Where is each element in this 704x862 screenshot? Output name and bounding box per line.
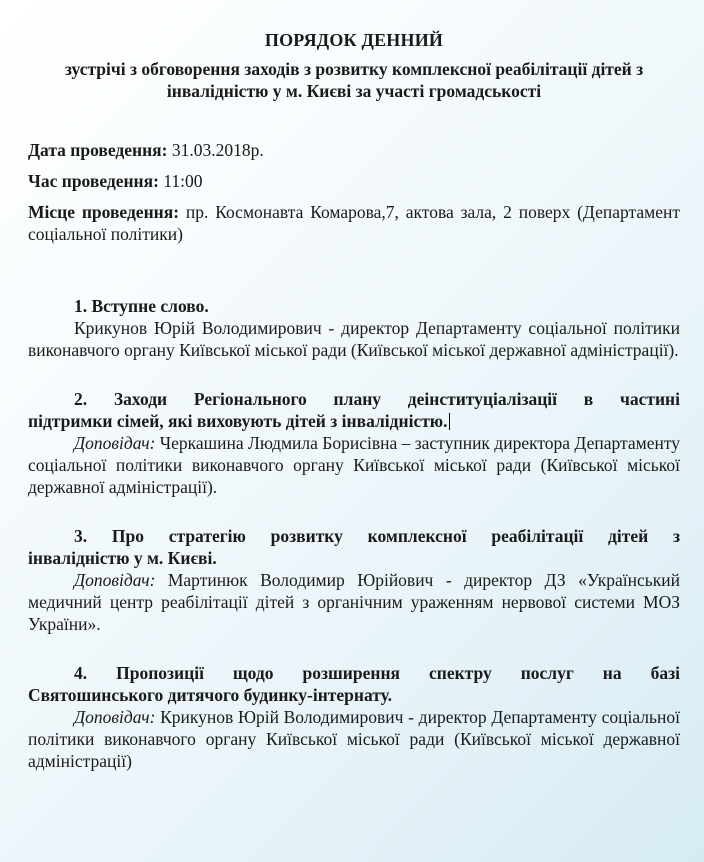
agenda-item-title-line1: 3. Про стратегію розвитку комплексної реабілітації дітей з xyxy=(74,526,680,546)
agenda-item-speaker-label: Доповідач: xyxy=(74,707,156,727)
agenda-item-title: 1. Вступне слово. xyxy=(74,296,209,316)
agenda-item-speaker-label: Доповідач: xyxy=(74,433,156,453)
agenda-item-2 xyxy=(28,388,680,498)
agenda-item-speaker-text: Черкашина Людмила Борисівна – заступник директора Департаменту соціальної політики виконавчого органу Київської міської ради (Київської міської державної адміністрації). xyxy=(28,433,680,497)
agenda-item-title-line2 xyxy=(28,410,680,432)
agenda-item-title-line2: інвалідністю у м. Києві. xyxy=(28,548,217,568)
agenda-item-speaker-text: Крикунов Юрій Володимирович - директор Департаменту соціальної політики виконавчого органу Київської міської ради (Київської міської державної адміністрації). xyxy=(28,318,680,360)
agenda-item-title-line2: Святошинського дитячого будинку-інтернату. xyxy=(28,685,392,705)
agenda-item-speaker-text: Мартинюк Володимир Юрійович - директор ДЗ «Український медичний центр реабілітації дітей з органічним ураженням нервової системи МОЗ України». xyxy=(28,570,680,634)
agenda-item-title xyxy=(28,662,680,706)
agenda-list xyxy=(28,295,680,772)
agenda-item-title-line1: 4. Пропозиції щодо розширення спектру послуг на базі xyxy=(74,663,680,683)
agenda-item-4 xyxy=(28,662,680,772)
agenda-item-speaker-label: Доповідач: xyxy=(74,570,156,590)
agenda-item-body xyxy=(28,317,680,361)
document-subtitle: зустрічі з обговорення заходів з розвитку комплексної реабілітації дітей з інвалідністю у м. Києві за участі громадськості xyxy=(64,59,644,101)
agenda-item-speaker-text: Крикунов Юрій Володимирович - директор Департаменту соціальної політики виконавчого органу Київської міської ради (Київської міської державної адміністрації) xyxy=(28,707,680,771)
text-cursor xyxy=(449,413,450,430)
meta-place-label: Місце проведення: xyxy=(28,202,180,222)
meta-time-value: 11:00 xyxy=(158,171,203,191)
meta-place-value: пр. Космонавта Комарова,7, актова зала, 2 поверх (Департамент соціальної політики) xyxy=(28,202,680,244)
agenda-item-title-line2-text: підтримки сімей, які виховують дітей з інвалідністю. xyxy=(28,411,448,431)
agenda-item-body xyxy=(28,706,680,772)
agenda-item-body xyxy=(28,569,680,635)
meta-time xyxy=(28,170,680,192)
agenda-item-3 xyxy=(28,525,680,635)
agenda-item-title xyxy=(28,388,680,432)
document-title: ПОРЯДОК ДЕННИЙ xyxy=(264,30,444,50)
agenda-item-1 xyxy=(28,295,680,361)
meta-time-label: Час проведення: xyxy=(28,171,159,191)
agenda-item-body xyxy=(28,432,680,498)
agenda-item-title xyxy=(28,525,680,569)
meta-date xyxy=(28,139,680,161)
meta-date-value: 31.03.2018р. xyxy=(167,140,264,160)
agenda-item-title-line1: 2. Заходи Регіонального плану деінституціалізації в частині xyxy=(74,389,680,409)
meta-date-label: Дата проведення: xyxy=(28,140,168,160)
meta-place xyxy=(28,201,680,245)
